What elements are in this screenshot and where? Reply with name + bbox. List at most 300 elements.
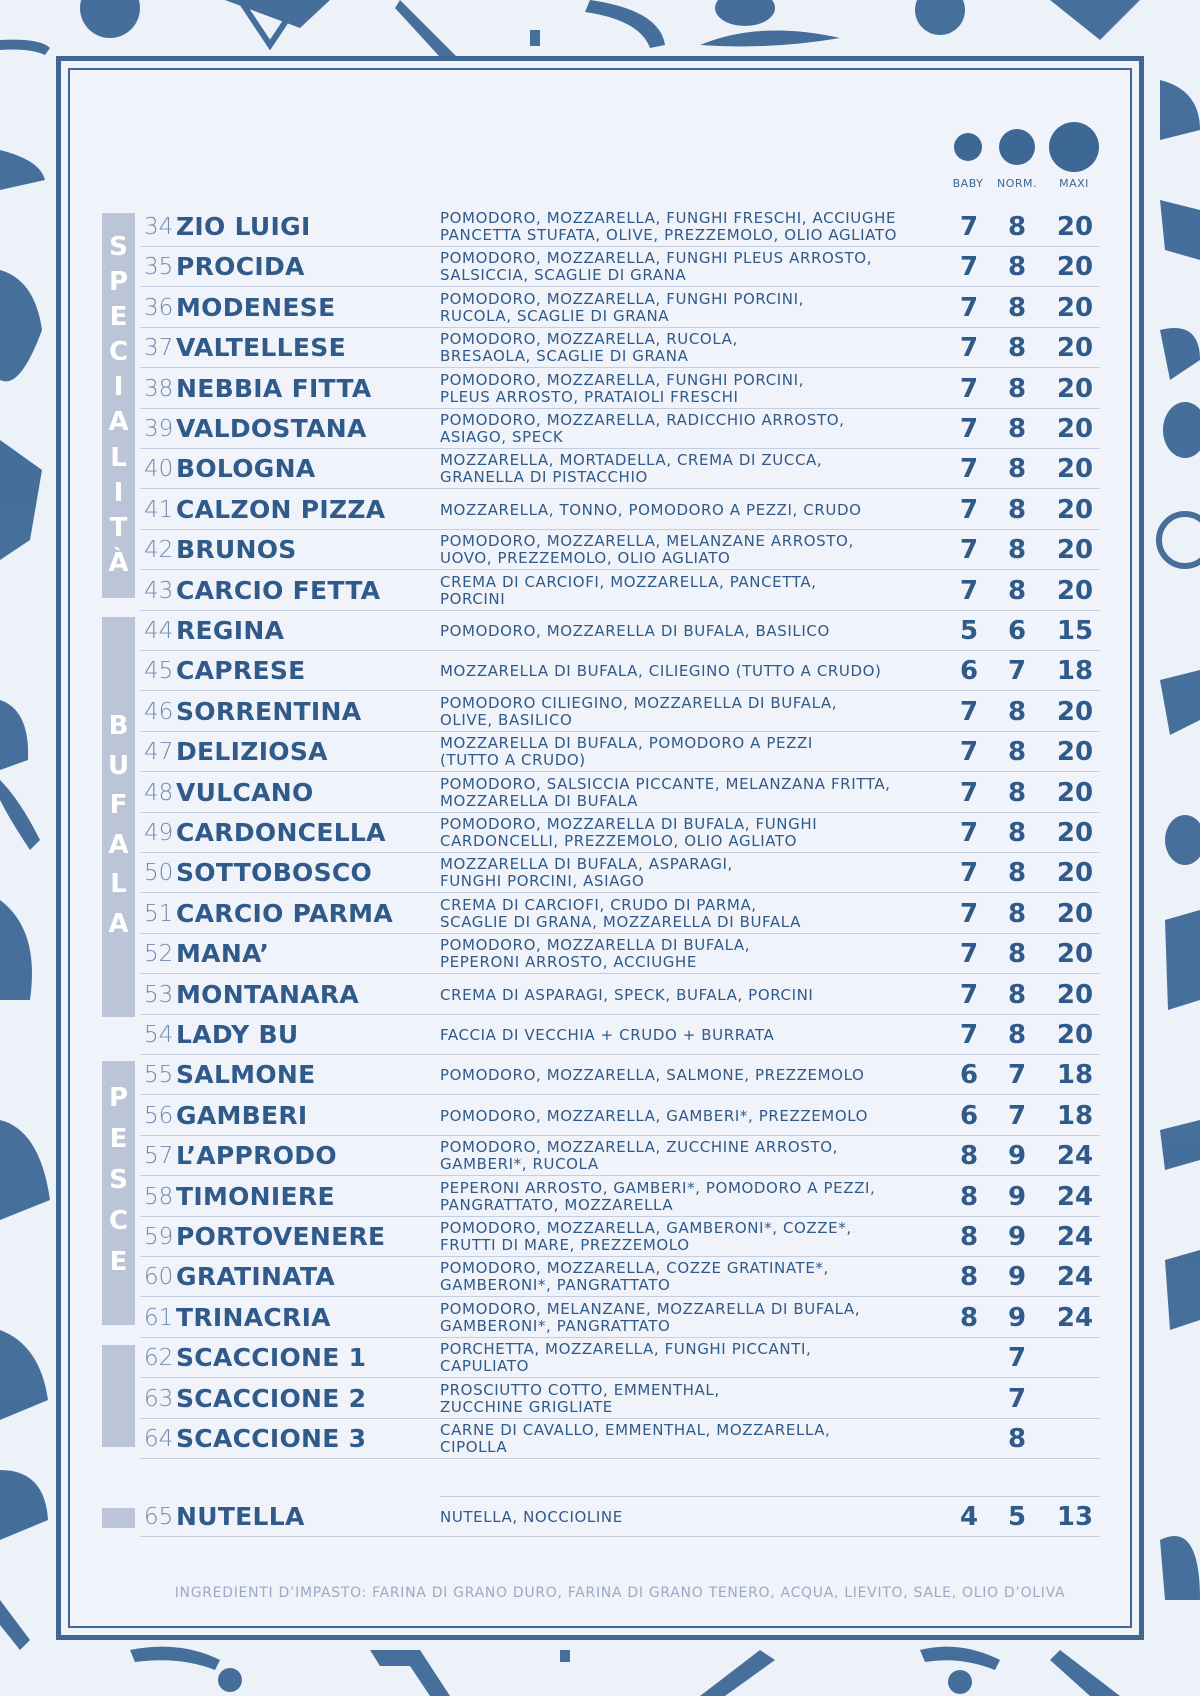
price-baby: 7 <box>959 858 979 889</box>
ingredient-line: POMODORO, MOZZARELLA DI BUFALA, <box>440 936 751 955</box>
price-baby: 4 <box>959 1502 979 1532</box>
category-letter: U <box>107 750 130 781</box>
price-baby: 8 <box>959 1222 979 1252</box>
ingredient-line: GAMBERONI*, PANGRATTATO <box>440 1276 671 1295</box>
price-maxi: 20 <box>1056 858 1094 889</box>
price-baby: 7 <box>959 494 979 525</box>
category-letter: T <box>109 512 128 543</box>
price-maxi: 20 <box>1056 939 1094 970</box>
item-number: 61 <box>144 1304 174 1331</box>
separator-line <box>440 1496 1100 1497</box>
ingredient-line: PEPERONI ARROSTO, ACCIUGHE <box>440 953 697 972</box>
price: 7 <box>1007 1383 1027 1414</box>
price-maxi: 20 <box>1056 818 1094 848</box>
ingredient-line: POMODORO, MELANZANE, MOZZARELLA DI BUFALA, <box>440 1299 861 1318</box>
price-maxi: 13 <box>1056 1502 1094 1532</box>
ingredient-line: POMODORO CILIEGINO, MOZZARELLA DI BUFALA, <box>440 693 838 712</box>
category-bar-dessert <box>102 1508 135 1528</box>
menu-item <box>140 732 1100 772</box>
category-letter: E <box>109 302 128 333</box>
price-maxi: 20 <box>1056 696 1094 727</box>
menu-item <box>140 490 1100 530</box>
price-baby: 7 <box>959 212 979 242</box>
category-letter: S <box>109 232 128 263</box>
item-ingredients <box>440 1067 950 1084</box>
item-number: 51 <box>144 900 174 927</box>
price-baby: 8 <box>959 1262 979 1293</box>
price-baby: 7 <box>959 737 979 768</box>
ingredient-line: BRESAOLA, SCAGLIE DI GRANA <box>440 347 689 366</box>
menu-item <box>140 611 1100 651</box>
price-maxi: 20 <box>1056 333 1094 364</box>
ingredient-line: ASIAGO, SPECK <box>440 428 564 446</box>
item-ingredients <box>440 574 950 608</box>
item-number: 47 <box>144 739 174 766</box>
ingredient-line: OLIVE, BASILICO <box>440 710 573 729</box>
price-norm: 8 <box>1007 373 1027 404</box>
ingredient-line: POMODORO, MOZZARELLA, RUCOLA, <box>440 330 738 349</box>
price-maxi: 20 <box>1056 212 1094 242</box>
size-header <box>0 0 1200 200</box>
item-number: 35 <box>144 254 174 281</box>
price-baby: 7 <box>959 292 979 323</box>
item-name: SCACCIONE 3 <box>176 1424 367 1453</box>
ingredient-line: CAPULIATO <box>440 1357 530 1376</box>
item-name: NUTELLA <box>176 1502 305 1531</box>
item-name: GRATINATA <box>176 1262 336 1292</box>
ingredient-line: PANGRATTATO, MOZZARELLA <box>440 1195 674 1214</box>
price-baby: 7 <box>959 252 979 283</box>
item-name: NEBBIA FITTA <box>176 373 372 403</box>
price-baby: 7 <box>959 979 979 1010</box>
price-maxi: 24 <box>1056 1262 1094 1293</box>
item-ingredients <box>440 372 950 406</box>
item-name: REGINA <box>176 616 285 645</box>
item-ingredients <box>440 623 950 640</box>
price-baby: 7 <box>959 414 979 444</box>
item-number: 53 <box>144 981 174 1008</box>
ingredient-line: (TUTTO A CRUDO) <box>440 751 586 770</box>
item-ingredients <box>440 452 950 486</box>
item-name: MONTANARA <box>176 979 360 1009</box>
menu-item <box>140 530 1100 570</box>
item-name: CARCIO FETTA <box>176 575 381 605</box>
price-norm: 8 <box>1007 1020 1027 1050</box>
item-name: VULCANO <box>176 777 314 807</box>
item-number: 36 <box>144 294 174 321</box>
item-ingredients <box>440 1341 950 1375</box>
category-letter: B <box>108 711 129 742</box>
price: 7 <box>1007 1343 1027 1374</box>
ingredient-line: POMODORO, MOZZARELLA, GAMBERI*, PREZZEMOLO <box>440 1106 869 1125</box>
item-ingredients <box>440 735 950 769</box>
category-bar-scaccione <box>102 1345 135 1447</box>
category-letter: F <box>109 790 128 821</box>
ingredient-line: POMODORO, MOZZARELLA DI BUFALA, FUNGHI <box>440 815 818 833</box>
category-letter: L <box>110 869 127 900</box>
item-name: PROCIDA <box>176 252 305 282</box>
price: 8 <box>1007 1424 1027 1454</box>
ingredient-line: UOVO, PREZZEMOLO, OLIO AGLIATO <box>440 549 731 568</box>
price-maxi: 20 <box>1056 454 1094 485</box>
item-ingredients <box>440 776 950 810</box>
dough-ingredients-note: INGREDIENTI D’IMPASTO: FARINA DI GRANO DURO, FARINA DI GRANO TENERO, ACQUA, LIEVITO, SALE, OLIO D’OLIVA <box>174 1585 1066 1601</box>
item-number: 43 <box>144 577 174 604</box>
item-ingredients <box>440 1220 950 1254</box>
menu-item <box>140 409 1100 449</box>
item-number: 48 <box>144 779 174 806</box>
price-maxi: 18 <box>1056 1060 1094 1091</box>
item-name: BRUNOS <box>176 535 297 565</box>
price-norm: 7 <box>1007 656 1027 687</box>
ingredient-line: POMODORO, SALSICCIA PICCANTE, MELANZANA FRITTA, <box>440 774 891 793</box>
price-maxi: 20 <box>1056 1020 1094 1050</box>
ingredient-line: POMODORO, MOZZARELLA, RADICCHIO ARROSTO, <box>440 411 845 429</box>
price-norm: 8 <box>1007 252 1027 283</box>
menu-item <box>140 975 1100 1015</box>
price-baby: 6 <box>959 1100 979 1131</box>
price-norm: 7 <box>1007 1100 1027 1131</box>
menu-item <box>140 1015 1100 1055</box>
ingredient-line: POMODORO, MOZZARELLA, FUNGHI FRESCHI, ACCIUGHE <box>440 209 897 227</box>
item-name: MODENESE <box>176 292 336 322</box>
menu-item <box>140 1136 1100 1176</box>
size-label-norm: NORM. <box>996 177 1038 190</box>
item-ingredients <box>440 937 950 971</box>
price-baby: 5 <box>959 616 979 646</box>
item-ingredients <box>440 291 950 325</box>
menu-item <box>140 1298 1100 1338</box>
price-norm: 9 <box>1007 1302 1027 1333</box>
item-ingredients <box>440 250 950 284</box>
price-norm: 8 <box>1007 494 1027 525</box>
price-maxi: 24 <box>1056 1141 1094 1172</box>
size-label-baby: BABY <box>952 177 984 190</box>
price-baby: 7 <box>959 575 979 606</box>
price-maxi: 20 <box>1056 737 1094 768</box>
price-norm: 8 <box>1007 939 1027 970</box>
item-ingredients <box>440 897 950 931</box>
category-letter: C <box>108 337 129 368</box>
ingredient-line: NUTELLA, NOCCIOLINE <box>440 1508 623 1526</box>
price-maxi: 24 <box>1056 1222 1094 1252</box>
price-baby: 8 <box>959 1302 979 1333</box>
price-norm: 9 <box>1007 1262 1027 1293</box>
menu-item <box>140 1257 1100 1297</box>
size-dot-maxi-icon <box>1049 122 1099 172</box>
price-baby: 6 <box>959 656 979 687</box>
item-number: 38 <box>144 375 174 402</box>
price-maxi: 20 <box>1056 292 1094 323</box>
item-number: 55 <box>144 1062 174 1089</box>
item-number: 58 <box>144 1183 174 1210</box>
price-norm: 8 <box>1007 818 1027 848</box>
price-norm: 9 <box>1007 1141 1027 1172</box>
item-ingredients <box>440 533 950 567</box>
price-maxi: 20 <box>1056 414 1094 444</box>
ingredient-line: CREMA DI ASPARAGI, SPECK, BUFALA, PORCINI <box>440 985 814 1004</box>
item-ingredients <box>440 1027 950 1044</box>
price-maxi: 15 <box>1056 616 1094 646</box>
item-number: 54 <box>144 1022 174 1048</box>
price-norm: 9 <box>1007 1181 1027 1212</box>
price-maxi: 20 <box>1056 575 1094 606</box>
item-number: 49 <box>144 820 174 846</box>
item-number: 42 <box>144 537 174 564</box>
category-letter: À <box>108 547 129 578</box>
item-ingredients <box>440 331 950 365</box>
price-baby: 7 <box>959 696 979 727</box>
item-number: 52 <box>144 941 174 968</box>
item-ingredients <box>440 1422 950 1456</box>
item-name: CALZON PIZZA <box>176 494 386 524</box>
menu-item <box>140 1217 1100 1257</box>
ingredient-line: MOZZARELLA, MORTADELLA, CREMA DI ZUCCA, <box>440 451 823 470</box>
item-number: 65 <box>144 1504 174 1530</box>
ingredient-line: POMODORO, MOZZARELLA DI BUFALA, BASILICO <box>440 622 830 640</box>
price-maxi: 20 <box>1056 535 1094 566</box>
menu-item <box>140 1055 1100 1095</box>
menu-item <box>140 571 1100 611</box>
item-name: SALMONE <box>176 1060 316 1090</box>
menu-item <box>140 773 1100 813</box>
price-norm: 8 <box>1007 898 1027 929</box>
price-maxi: 24 <box>1056 1181 1094 1212</box>
ingredient-line: MOZZARELLA DI BUFALA, ASPARAGI, <box>440 855 733 874</box>
price-norm: 8 <box>1007 777 1027 808</box>
item-ingredients <box>440 502 950 519</box>
item-ingredients <box>440 1180 950 1214</box>
item-ingredients <box>440 210 950 244</box>
item-name: SCACCIONE 1 <box>176 1343 367 1373</box>
price-baby: 7 <box>959 939 979 970</box>
ingredient-line: CARDONCELLI, PREZZEMOLO, OLIO AGLIATO <box>440 832 798 850</box>
item-name: TRINACRIA <box>176 1302 331 1332</box>
price-baby: 6 <box>959 1060 979 1091</box>
menu-item <box>140 328 1100 368</box>
price-norm: 8 <box>1007 333 1027 364</box>
ingredient-line: CREMA DI CARCIOFI, MOZZARELLA, PANCETTA, <box>440 572 817 591</box>
price-baby: 7 <box>959 333 979 364</box>
size-dot-norm-icon <box>999 129 1035 165</box>
menu-item <box>140 651 1100 691</box>
item-number: 50 <box>144 860 174 887</box>
item-name: VALDOSTANA <box>176 414 367 443</box>
ingredient-line: PROSCIUTTO COTTO, EMMENTHAL, <box>440 1380 720 1399</box>
menu-item <box>140 288 1100 328</box>
menu-item <box>140 1177 1100 1217</box>
category-letter: A <box>108 407 129 438</box>
item-number: 57 <box>144 1143 174 1170</box>
price-baby: 7 <box>959 818 979 848</box>
item-ingredients <box>440 987 950 1004</box>
item-ingredients <box>440 1509 950 1526</box>
category-letter: A <box>108 908 129 939</box>
price-maxi: 18 <box>1056 656 1094 687</box>
ingredient-line: GAMBERONI*, PANGRATTATO <box>440 1316 671 1335</box>
price-maxi: 20 <box>1056 898 1094 929</box>
ingredient-line: POMODORO, MOZZARELLA, ZUCCHINE ARROSTO, <box>440 1138 838 1157</box>
menu-item <box>140 369 1100 409</box>
ingredient-line: POMODORO, MOZZARELLA, FUNGHI PORCINI, <box>440 370 804 389</box>
price-norm: 8 <box>1007 454 1027 485</box>
ingredient-line: POMODORO, MOZZARELLA, SALMONE, PREZZEMOLO <box>440 1066 865 1085</box>
category-letter: L <box>110 442 127 473</box>
item-name: PORTOVENERE <box>176 1222 386 1251</box>
item-number: 40 <box>144 456 174 483</box>
price-norm: 8 <box>1007 292 1027 323</box>
ingredient-line: PORCINI <box>440 589 506 608</box>
menu-item <box>140 247 1100 287</box>
item-number: 56 <box>144 1102 174 1129</box>
category-letter: C <box>108 1206 129 1236</box>
item-ingredients <box>440 1382 950 1416</box>
price-baby: 7 <box>959 777 979 808</box>
price-baby: 8 <box>959 1181 979 1212</box>
item-ingredients <box>440 816 950 850</box>
ingredient-line: CIPOLLA <box>440 1438 508 1456</box>
ingredient-line: GAMBERI*, RUCOLA <box>440 1155 599 1174</box>
menu-item <box>140 692 1100 732</box>
price-norm: 7 <box>1007 1060 1027 1091</box>
price-baby: 7 <box>959 535 979 566</box>
item-ingredients <box>440 695 950 729</box>
ingredient-line: SALSICCIA, SCAGLIE DI GRANA <box>440 266 687 285</box>
ingredient-line: GRANELLA DI PISTACCHIO <box>440 468 648 487</box>
item-ingredients <box>440 1108 950 1125</box>
price-baby: 7 <box>959 898 979 929</box>
ingredient-line: PORCHETTA, MOZZARELLA, FUNGHI PICCANTI, <box>440 1340 812 1359</box>
price-norm: 8 <box>1007 535 1027 566</box>
price-maxi: 20 <box>1056 777 1094 808</box>
item-name: L’APPRODO <box>176 1141 337 1171</box>
item-ingredients <box>440 1260 950 1294</box>
price-baby: 8 <box>959 1141 979 1172</box>
price-norm: 8 <box>1007 414 1027 444</box>
ingredient-line: POMODORO, MOZZARELLA, GAMBERONI*, COZZE*, <box>440 1219 852 1237</box>
ingredient-line: ZUCCHINE GRIGLIATE <box>440 1397 613 1416</box>
menu-item <box>140 207 1100 247</box>
item-number: 41 <box>144 496 174 523</box>
size-label-maxi: MAXI <box>1059 177 1089 190</box>
price-maxi: 20 <box>1056 494 1094 525</box>
category-letter: P <box>108 267 129 298</box>
price-baby: 7 <box>959 454 979 485</box>
ingredient-line: MOZZARELLA, TONNO, POMODORO A PEZZI, CRUDO <box>440 500 862 519</box>
category-letter: P <box>108 1083 129 1113</box>
ingredient-line: POMODORO, MOZZARELLA, FUNGHI PLEUS ARROSTO, <box>440 249 873 268</box>
ingredient-line: POMODORO, MOZZARELLA, MELANZANE ARROSTO, <box>440 532 854 551</box>
category-letter: S <box>109 1165 128 1195</box>
item-number: 60 <box>144 1264 174 1291</box>
ingredient-line: PANCETTA STUFATA, OLIVE, PREZZEMOLO, OLIO AGLIATO <box>440 226 898 244</box>
price-maxi: 20 <box>1056 979 1094 1010</box>
menu-item <box>140 449 1100 489</box>
category-label-pesce <box>102 1070 135 1290</box>
category-label-bufala <box>102 700 135 950</box>
menu-item <box>140 894 1100 934</box>
item-name: CARDONCELLA <box>176 818 386 847</box>
menu-item <box>140 1419 1100 1459</box>
ingredient-line: POMODORO, MOZZARELLA, COZZE GRATINATE*, <box>440 1259 829 1278</box>
ingredient-line: RUCOLA, SCAGLIE DI GRANA <box>440 306 670 325</box>
price-norm: 5 <box>1007 1502 1027 1532</box>
item-name: SORRENTINA <box>176 696 362 726</box>
price-maxi: 24 <box>1056 1302 1094 1333</box>
category-letter: I <box>113 372 124 403</box>
category-letter: E <box>109 1124 128 1154</box>
price-norm: 8 <box>1007 979 1027 1010</box>
menu-item <box>140 1096 1100 1136</box>
price-maxi: 20 <box>1056 373 1094 404</box>
price-norm: 8 <box>1007 858 1027 889</box>
item-number: 37 <box>144 335 174 362</box>
item-name: DELIZIOSA <box>176 737 328 767</box>
category-label-specialita <box>102 225 135 585</box>
item-number: 45 <box>144 658 174 685</box>
ingredient-line: MOZZARELLA DI BUFALA, POMODORO A PEZZI <box>440 734 813 753</box>
menu-item <box>140 813 1100 853</box>
ingredient-line: FUNGHI PORCINI, ASIAGO <box>440 872 645 891</box>
menu-item <box>140 1497 1100 1537</box>
ingredient-line: POMODORO, MOZZARELLA, FUNGHI PORCINI, <box>440 289 804 308</box>
price-norm: 6 <box>1007 616 1027 646</box>
item-name: VALTELLESE <box>176 333 346 363</box>
price-norm: 8 <box>1007 575 1027 606</box>
category-letter: E <box>109 1247 128 1277</box>
item-ingredients <box>440 663 950 680</box>
ingredient-line: MOZZARELLA DI BUFALA, CILIEGINO (TUTTO A CRUDO) <box>440 662 882 681</box>
item-number: 59 <box>144 1224 174 1250</box>
item-ingredients <box>440 856 950 890</box>
item-number: 34 <box>144 214 174 240</box>
price-norm: 8 <box>1007 696 1027 727</box>
item-name: ZIO LUIGI <box>176 212 311 241</box>
item-name: SOTTOBOSCO <box>176 858 373 888</box>
item-number: 46 <box>144 698 174 725</box>
menu-item <box>140 934 1100 974</box>
price-maxi: 18 <box>1056 1100 1094 1131</box>
item-name: LADY BU <box>176 1020 299 1049</box>
price-baby: 7 <box>959 373 979 404</box>
ingredient-line: CARNE DI CAVALLO, EMMENTHAL, MOZZARELLA, <box>440 1421 831 1439</box>
price-norm: 8 <box>1007 212 1027 242</box>
item-name: GAMBERI <box>176 1100 308 1130</box>
size-dot-baby-icon <box>954 133 982 161</box>
item-name: MANA’ <box>176 939 270 969</box>
price-maxi: 20 <box>1056 252 1094 283</box>
item-name: SCACCIONE 2 <box>176 1383 367 1413</box>
ingredient-line: FACCIA DI VECCHIA + CRUDO + BURRATA <box>440 1026 775 1044</box>
price-norm: 8 <box>1007 737 1027 768</box>
item-number: 63 <box>144 1385 174 1412</box>
category-letter: I <box>113 477 124 508</box>
menu-item <box>140 853 1100 893</box>
ingredient-line: PEPERONI ARROSTO, GAMBERI*, POMODORO A PEZZI, <box>440 1178 876 1197</box>
price-baby: 7 <box>959 1020 979 1050</box>
item-number: 64 <box>144 1426 174 1452</box>
ingredient-line: CREMA DI CARCIOFI, CRUDO DI PARMA, <box>440 895 757 914</box>
item-ingredients <box>440 1301 950 1335</box>
ingredient-line: FRUTTI DI MARE, PREZZEMOLO <box>440 1236 690 1254</box>
ingredient-line: MOZZARELLA DI BUFALA <box>440 791 639 810</box>
category-letter: A <box>108 829 129 860</box>
item-name: CARCIO PARMA <box>176 898 394 928</box>
item-name: BOLOGNA <box>176 454 316 484</box>
menu-item <box>140 1379 1100 1419</box>
ingredient-line: PLEUS ARROSTO, PRATAIOLI FRESCHI <box>440 387 739 406</box>
item-name: CAPRESE <box>176 656 306 686</box>
